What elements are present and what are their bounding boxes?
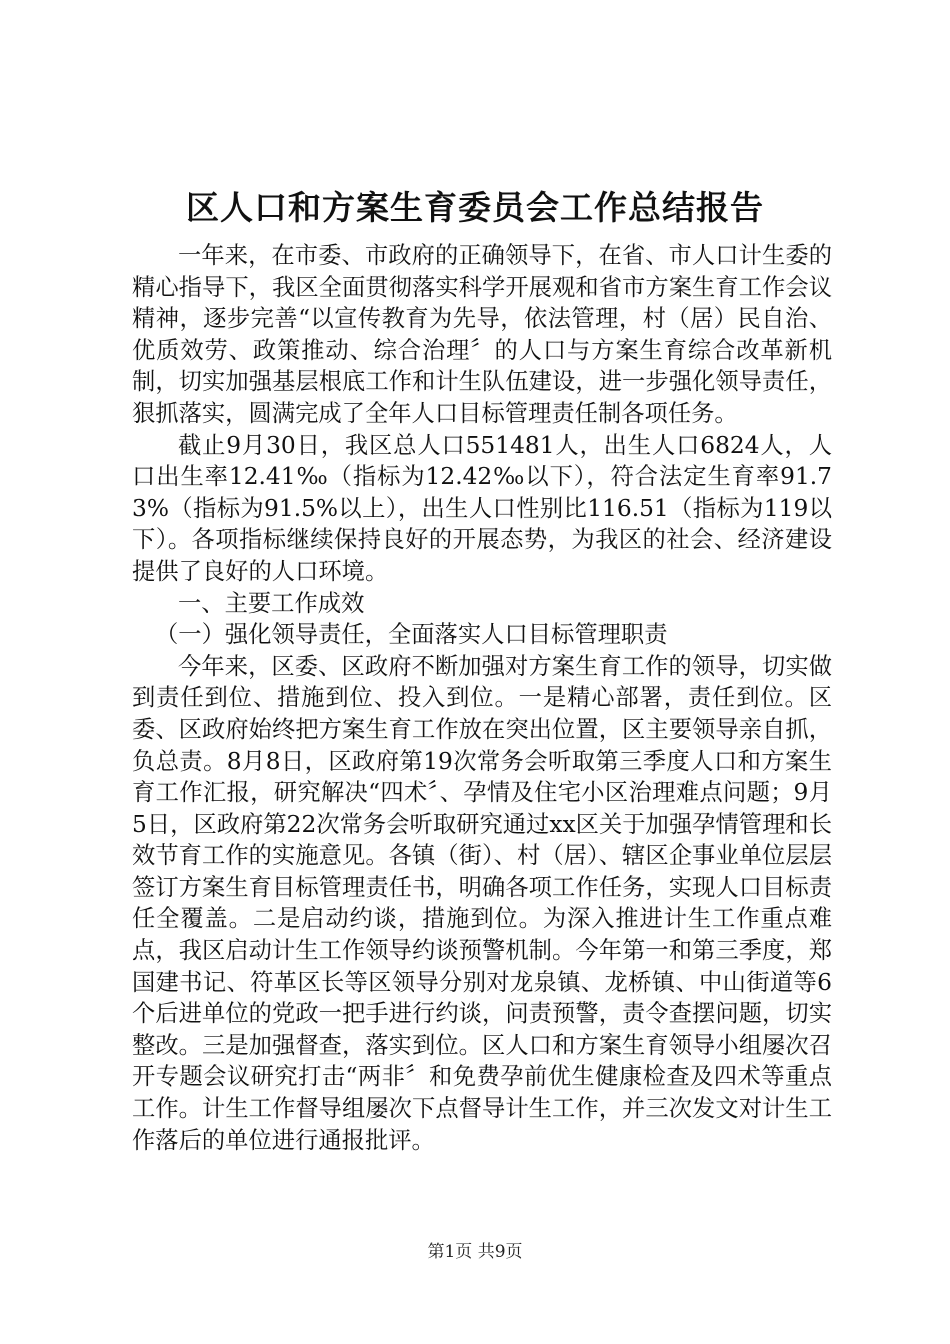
subsection-heading: （一）强化领导责任，全面落实人口目标管理职责 <box>155 621 668 649</box>
statistics-paragraph: 截止9月30日，我区总人口551481人，出生人口6824人，人口出生率12.41‰（指标为12.42‰以下），符合法定生育率91.73%（指标为91.5%以上），出生人口性别比116.51（指标为119以下）。各项指标继续保持良好的开展态势，为我区的社会、经济建设提供了良好的人口环境。 <box>132 431 832 585</box>
leadership-paragraph: 今年来，区委、区政府不断加强对方案生育工作的领导，切实做到责任到位、措施到位、投入到位。一是精心部署，责任到位。区委、区政府始终把方案生育工作放在突出位置，区主要领导亲自抓，负总责。8月8日，区政府第19次常务会听取第三季度人口和方案生育工作汇报，研究解决“四术〞、孕情及住宅小区治理难点问题；9月5日，区政府第22次常务会听取研究通过xx区关于加强孕情管理和长效节育工作的实施意见。各镇（街）、村（居）、辖区企事业单位层层签订方案生育目标管理责任书，明确各项工作任务，实现人口目标责任全覆盖。二是启动约谈，措施到位。为深入推进计生工作重点难点，我区启动计生工作领导约谈预警机制。今年第一和第三季度，郑国建书记、符革区长等区领导分别对龙泉镇、龙桥镇、中山街道等6个后进单位的党政一把手进行约谈，问责预警，责令查摆问题，切实整改。三是加强督查，落实到位。区人口和方案生育领导小组屡次召开专题会议研究打击“两非〞和免费孕前优生健康检查及四术等重点工作。计生工作督导组屡次下点督导计生工作，并三次发文对计生工作落后的单位进行通报批评。 <box>132 652 832 1154</box>
intro-paragraph: 一年来，在市委、市政府的正确领导下，在省、市人口计生委的精心指导下，我区全面贯彻落实科学开展观和省市方案生育工作会议精神，逐步完善“以宣传教育为先导，依法管理，村（居）民自治、优质效劳、政策推动、综合治理〞的人口与方案生育综合改革新机制，切实加强基层根底工作和计生队伍建设，进一步强化领导责任，狠抓落实，圆满完成了全年人口目标管理责任制各项任务。 <box>132 242 832 427</box>
page-number: 第1页 共9页 <box>427 1242 523 1262</box>
section-heading: 一、主要工作成效 <box>178 589 365 617</box>
document-title: 区人口和方案生育委员会工作总结报告 <box>186 188 764 227</box>
document-body <box>132 240 832 1156</box>
